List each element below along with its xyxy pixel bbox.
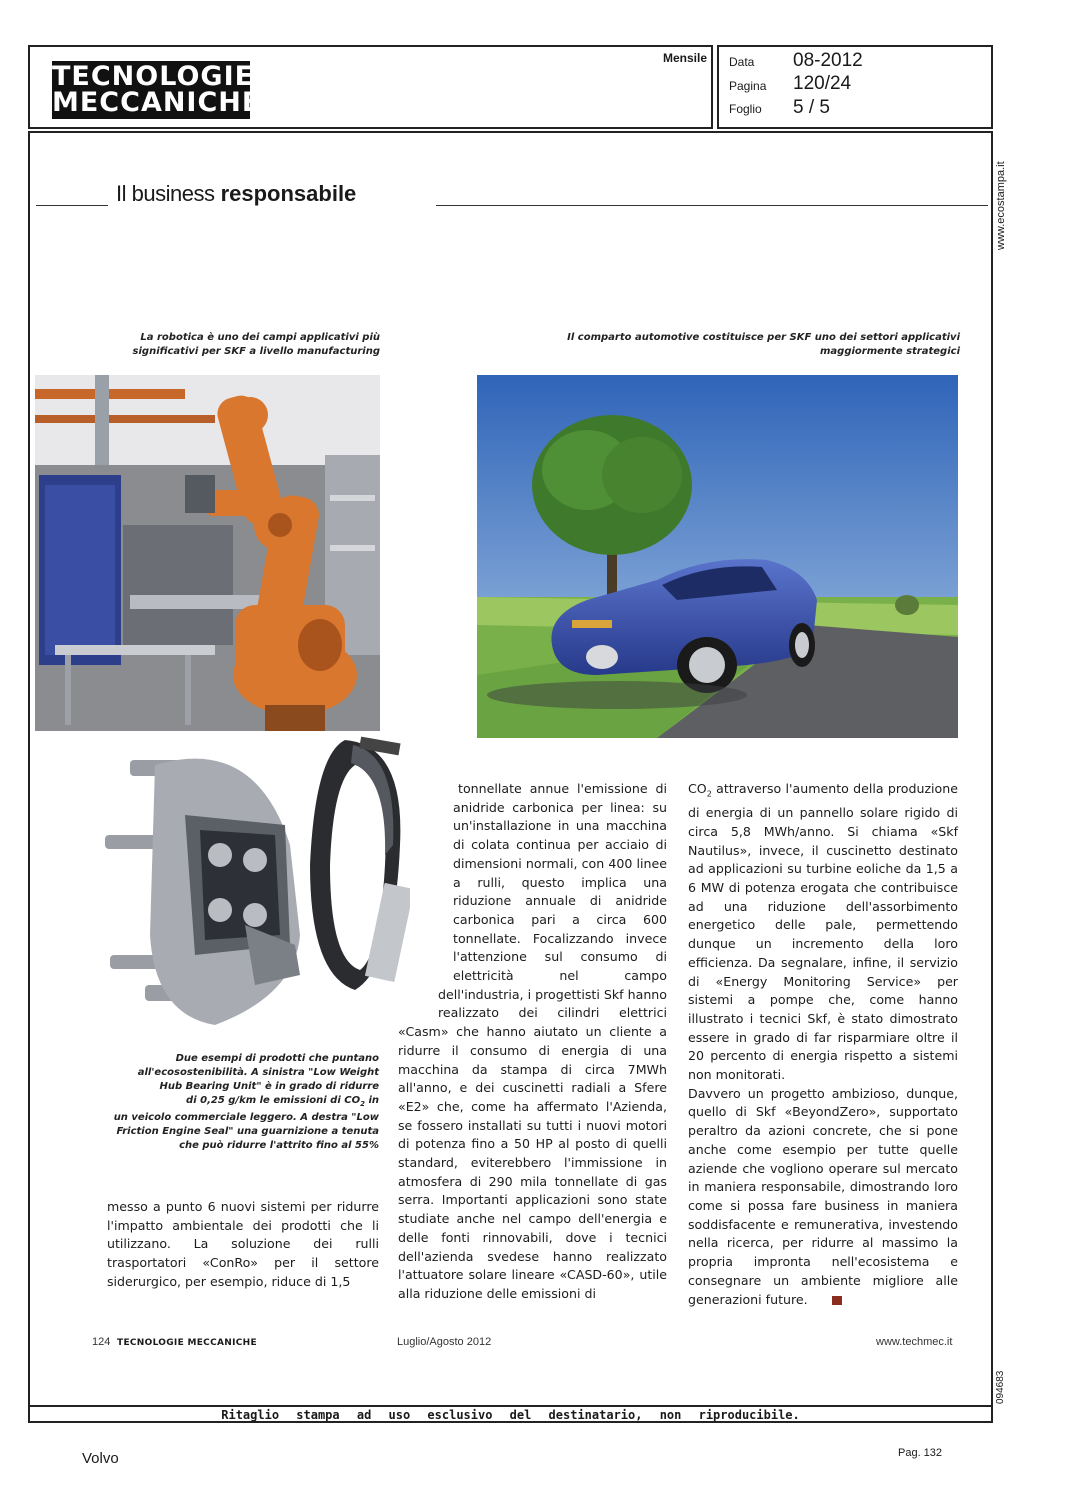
header-masthead-box: [28, 45, 713, 129]
section-rule-left: [36, 205, 108, 206]
caption-products-line4-text: di 0,25 g/km le emissioni di CO: [186, 1095, 361, 1106]
caption-car: [560, 331, 960, 359]
footer-page-number: 124: [92, 1336, 111, 1348]
column-3-para-1: [688, 780, 958, 1085]
logo-line-2: MECCANICHE: [52, 87, 262, 118]
section-title: [116, 181, 356, 207]
data-value: 08-2012: [793, 50, 863, 71]
frequency-label: Mensile: [662, 51, 707, 65]
wrap-spacer-1: [398, 780, 458, 796]
co2-sub: 2: [706, 789, 712, 799]
sheet-page: Pag. 132: [898, 1447, 943, 1459]
footer-issue: Luglio/Agosto 2012: [397, 1336, 492, 1348]
pagina-value: 120/24: [793, 73, 852, 94]
side-code: 094683: [995, 1370, 1006, 1404]
caption-products-line5: un veicolo commerciale leggero. A destra "Low: [113, 1112, 379, 1123]
caption-car-line2: maggiormente strategici: [820, 346, 960, 357]
caption-robot: [100, 331, 380, 359]
footer-url[interactable]: www.techmec.it: [876, 1336, 953, 1348]
caption-robot-line1: La robotica è uno dei campi applicativi più: [140, 332, 380, 343]
co2-text: CO: [688, 781, 707, 796]
column-1: [107, 1198, 379, 1292]
foglio-label: Foglio: [729, 102, 762, 116]
column-3: [688, 780, 958, 1309]
engine-seal-drawing: [310, 737, 410, 990]
pagina-label: Pagina: [729, 79, 767, 93]
hub-bearing-drawing: [105, 759, 300, 1025]
caption-products-line7: che può ridurre l'attrito fino al 55%: [179, 1140, 379, 1151]
side-code-wrap: [995, 1370, 1015, 1454]
section-rule-right: [436, 205, 988, 206]
side-url-wrap: [995, 161, 1015, 350]
column-2: [398, 780, 667, 1304]
column-1-text: messo a punto 6 nuovi sistemi per ridurre l'impatto ambientale dei prodotti che li utilizzano. La soluzione dei rulli trasportatori «ConRo» per il settore siderurgico, per esempio, riduce di 1,5: [107, 1199, 379, 1289]
caption-robot-line2: significativi per SKF a livello manufacturing: [132, 346, 380, 357]
data-label: Data: [729, 55, 755, 69]
footer-brand: TECNOLOGIE MECCANICHE: [117, 1338, 257, 1348]
products-illustration: [105, 735, 410, 1055]
caption-products-line4-end: in: [364, 1095, 379, 1106]
header-meta-box: [717, 45, 993, 129]
end-of-article-icon: [832, 1296, 842, 1305]
caption-car-line1: Il comparto automotive costituisce per SKF uno dei settori applicativi: [567, 332, 960, 343]
column-2-text: tonnellate annue l'emissione di anidride carbonica per linea: su un'installazione in una macchina di colata continua per acciaio di dimensioni normali, con 400 linee a rulli, questo implica una riduzione annuale di anidride carbonica pari a circa 600 tonnellate. Focalizzando invece l'attenzione sul consumo di elettricità nel campo dell'industria, i progettisti Skf hanno realizzato dei cilindri elettrici «Casm» che hanno aiutato un cliente a ridurre il consumo di energia di una macchina da stampa di circa 7MWh all'anno, e dei cuscinetti radiali a Sfere «E2» che, come ha affermato l'Azienda, se fossero installati su tutti i nuovi motori di potenza fino a 50 HP al posto di quelli standard, eviterebbero l'immissione in atmosfera di 290 mila tonnellate di gas serra. Importanti applicazioni sono state studiate anche nel campo dell'energia e delle fonti rinnovabili, dove i tecnici dell'azienda svedese hanno realizzato l'attuatore solare lineare «CASD-60», utile alla riduzione delle emissioni di: [398, 781, 667, 1301]
caption-products: [100, 1052, 379, 1153]
caption-products-line4: [100, 1094, 379, 1111]
column-3-para-2: [688, 1085, 958, 1309]
client-name: Volvo: [82, 1450, 119, 1467]
section-title-bold: responsabile: [220, 181, 357, 206]
caption-products-line4-sub: 2: [360, 1100, 365, 1108]
caption-products-line1: Due esempi di prodotti che puntano: [175, 1053, 379, 1064]
column-3-para-1-text: attraverso l'aumento della produzione di energia di un pannello solare rigido di circa 5,8 MWh/anno. Si chiama «Skf Nautilus», invece, il cuscinetto destinato ad applicazioni su turbine eoliche da 1,5 a 6 MW di potenza erogata che contribuisce ad una riduzione dell'assorbimento energetico delle pale, permettendo dunque un incremento della loro efficienza. Da segnalare, infine, il servizio di «Energy Monitoring Service» per sistemi a pompe che, come hanno illustrato i tecnici Skf, è stato dimostrato essere in grado di far risparmiare oltre il 20 percento di energia rispetto a sistemi non monitorati.: [688, 781, 958, 1083]
side-url: www.ecostampa.it: [995, 161, 1007, 250]
clip-notice: Ritaglio stampa ad uso esclusivo del destinatario, non riproducibile.: [28, 1405, 993, 1423]
caption-products-line6: Friction Engine Seal" una guarnizione a tenuta: [116, 1126, 379, 1137]
robot-photo: [35, 375, 380, 731]
wrap-spacer-3: [398, 971, 438, 1011]
wrap-spacer-2: [398, 796, 453, 971]
caption-products-line3: Hub Bearing Unit" è in grado di ridurre: [159, 1081, 379, 1092]
publication-logo: [52, 61, 262, 119]
logo-line-1: TECNOLOGIE: [52, 61, 255, 92]
column-3-para-2-text: Davvero un progetto ambizioso, dunque, quello di Skf «BeyondZero», supportato peraltro da azioni concrete, che si pone anche come esempio per tutte quelle aziende che vogliono operare sul mercato in maniera responsabile, dimostrando loro come si possa fare business in maniera soddisfacente e remunerativa, investendo nella ricerca, per ridurre al massimo la propria impronta nell'ecosistema e consegnare un ambiente migliore alle generazioni future.: [688, 1085, 958, 1307]
car-photo: [477, 375, 958, 738]
foglio-value: 5 / 5: [793, 97, 830, 118]
section-title-light: Il business: [116, 181, 215, 206]
caption-products-line2: all'ecosostenibilità. A sinistra "Low Weight: [137, 1067, 379, 1078]
